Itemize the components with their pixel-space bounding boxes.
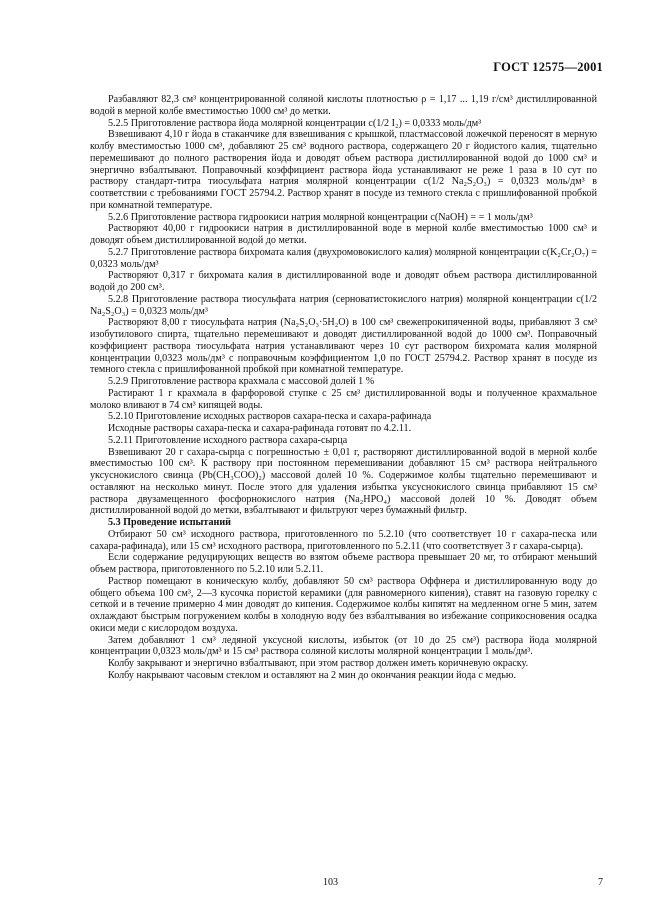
paragraph: Растворяют 0,317 г бихромата калия в дистиллированной воде и доводят объем раствора дистиллированной водой до 200 см³. [90,270,597,293]
paragraph: Исходные растворы сахара-песка и сахара-рафинада готовят по 4.2.11. [108,423,412,434]
section-heading-5-2-6: 5.2.6 Приготовление раствора гидроокиси натрия молярной концентрации c(NaOH) = = 1 моль/дм³ [108,211,533,223]
paragraph: Колбу закрывают и энергично взбалтывают, при этом раствор должен иметь коричневую окраску. [108,658,529,669]
section-heading-5-2-9: 5.2.9 Приготовление раствора крахмала с массовой долей 1 % [108,376,375,387]
paragraph: Растирают 1 г крахмала в фарфоровой ступке с 25 см³ дистиллированной воды и полученное крахмальное молоко вливают в 74 см³ кипящей воды. [90,387,597,411]
page-number: 103 [323,877,338,888]
section-heading-5-2-10: 5.2.10 Приготовление исходных растворов сахара-песка и сахара-рафинада [108,411,432,423]
paragraph: Взвешивают 20 г сахара-сырца с погрешностью ± 0,01 г, растворяют дистиллированной водой в мерной колбе вместимостью 100 см³. К раствору при постоянном перемешивании добавляют 15 см³ раствора нейтрального уксуснокислого свинца (Pb(CH₃COO)₂) массовой долей 10 %. Содержимое колбы тщательно перемешивают и оставляют на несколько минут. После этого для удаления избытка уксуснокислого свинца прибавляют 15 см³ раствора двузамещенного фосфорнокислого натрия (Na₂HPO₄) массовой долей 10 %. Доводят объем дистиллированной водой до метки, взбалтывают и фильтруют через бумажный фильтр. [90,446,597,517]
section-heading-5-2-11: 5.2.11 Приготовление исходного раствора сахара-сырца [108,434,348,446]
document-body [90,94,597,682]
section-heading-5-2-5: 5.2.5 Приготовление раствора йода молярной концентрации c(1/2 I₂) = 0,0333 моль/дм³ [108,117,482,129]
section-heading-5-3: 5.3 Проведение испытаний [108,517,231,528]
paragraph: Раствор помещают в коническую колбу, добавляют 50 см³ раствора Оффнера и дистиллированную воду до общего объема 100 см³, 2—3 кусочка пористой керамики (для равномерного кипения), ставят на газовую горелку с сеткой и в течение примерно 4 мин доводят до кипения. Содержимое колбы кипятят на медленном огне 5 мин, затем охлаждают быстрым погружением колбы в холодную воду без взбалтывания во избежание соприкосновения осадка окиси меди с кислородом воздуха. [90,575,597,634]
paragraph: Разбавляют 82,3 см³ концентрированной соляной кислоты плотностью ρ = 1,17 ... 1,19 г/см³ дистиллированной водой в мерной колбе вместимостью 1000 см³ до метки. [90,94,597,117]
paragraph: Растворяют 40,00 г гидроокиси натрия в дистиллированной воде в мерной колбе вместимостью 1000 см³ и доводят объем дистиллированной водой до метки. [90,223,597,246]
paragraph: Если содержание редуцирующих веществ во взятом объеме раствора превышает 20 мг, то отбирают меньший объем раствора, приготовленного по 5.2.10 или 5.2.11. [90,552,597,575]
paragraph: Взвешивают 4,10 г йода в стаканчике для взвешивания с крышкой, пластмассовой ложечкой переносят в мерную колбу вместимостью 1000 см³, добавляют 25 см³ водного раствора, содержащего 20 г йодистого калия, тщательно перемешивают до полного растворения йода и доводят объем раствора дистиллированной водой до 1000 см³ и энергично взбалтывают. Поправочный коэффициент раствора йода устанавливают не реже 1 раза в 10 сут по раствору стандарт-титра тиосульфата натрия молярной концентрации c(1/2 Na₂S₂O₃) = 0,0323 моль/дм³ в соответствии с требованиями ГОСТ 25794.2. Раствор хранят в посуде из темного стекла с пришлифованной пробкой при комнатной температуре. [90,129,597,211]
section-heading-5-2-8: 5.2.8 Приготовление раствора тиосульфата натрия (серноватистокислого натрия) молярной концентрации c(1/2 Na₂S₂O₃) = 0,0323 моль/дм³ [90,293,597,317]
standard-header: ГОСТ 12575—2001 [493,60,603,74]
paragraph: Растворяют 8,00 г тиосульфата натрия (Na₂S₂O₃·5H₂O) в 100 см³ свежепрокипяченной воды, прибавляют 3 см³ изобутилового спирта, тщательно перемешивают и доводят дистиллированной водой до 1000 см³. Поправочный коэффициент раствора тиосульфата натрия устанавливают через 10 сут раствором бихромата калия молярной концентрации 0,0323 моль/дм³ с поправочным коэффициентом 1,0 по ГОСТ 25794.2. Раствор хранят в посуде из темного стекла с пришлифованной пробкой при комнатной температуре. [90,317,597,376]
paragraph: Колбу накрывают часовым стеклом и оставляют на 2 мин до окончания реакции йода с медью. [108,669,516,681]
section-heading-5-2-7: 5.2.7 Приготовление раствора бихромата калия (двухромовокислого калия) молярной концентрации c(K₂Cr₂O₇) = 0,0323 моль/дм³ [90,246,597,270]
paragraph: Отбирают 50 см³ исходного раствора, приготовленного по 5.2.10 (что соответствует 10 г сахара-песка или сахара-рафинада), или 15 см³ исходного раствора, приготовленного по 5.2.11 (что соответствует 3 г сахара-сырца). [90,528,597,552]
paragraph: Затем добавляют 1 см³ ледяной уксусной кислоты, избыток (от 10 до 25 см³) раствора йода молярной концентрации 0,0323 моль/дм³ и 15 см³ раствора соляной кислоты молярной концентрации 1 моль/дм³. [90,634,597,658]
sheet-number: 7 [598,877,603,888]
